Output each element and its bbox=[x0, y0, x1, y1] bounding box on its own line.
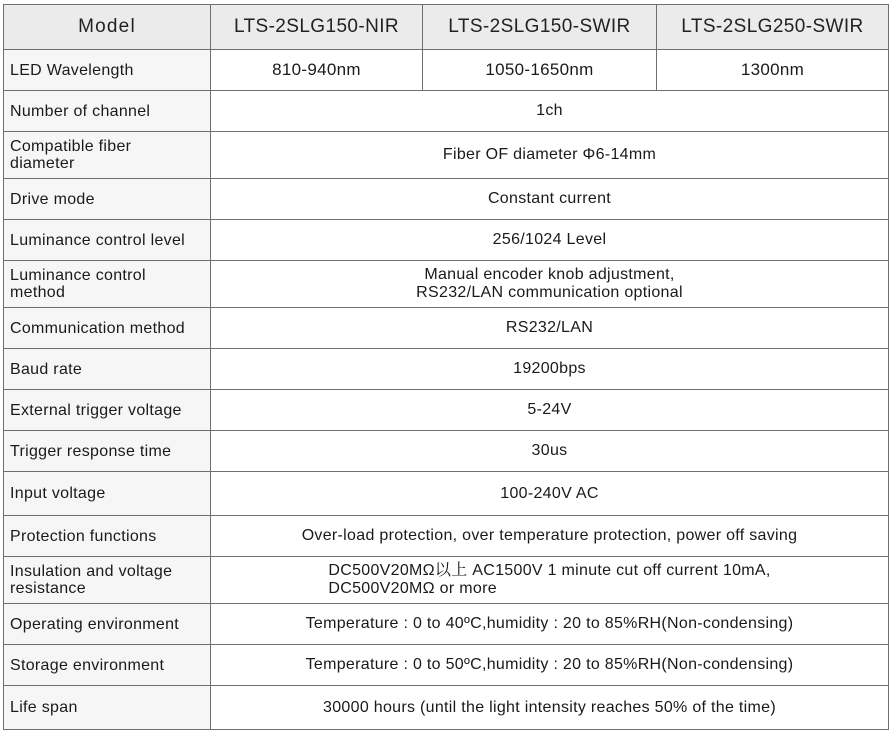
row-value: Constant current bbox=[211, 179, 889, 220]
row-trigger-response-time bbox=[4, 431, 889, 472]
row-life-span bbox=[4, 686, 889, 730]
row-label bbox=[4, 261, 211, 308]
row-label bbox=[4, 557, 211, 604]
row-value: 5-24V bbox=[211, 390, 889, 431]
row-label: Trigger response time bbox=[4, 431, 211, 472]
row-value: Temperature : 0 to 50ºC,humidity : 20 to 85%RH(Non-condensing) bbox=[211, 645, 889, 686]
value-line: DC500V20MΩ以上 AC1500V 1 minute cut off current 10mA, bbox=[328, 562, 771, 579]
row-label: Input voltage bbox=[4, 472, 211, 516]
value-line: DC500V20MΩ or more bbox=[328, 580, 497, 597]
model-swir-250-header: LTS-2SLG250-SWIR bbox=[657, 5, 889, 50]
row-value bbox=[211, 557, 889, 604]
wavelength-swir-150: 1050-1650nm bbox=[423, 50, 657, 91]
wavelength-nir: 810-940nm bbox=[211, 50, 423, 91]
label-line: method bbox=[10, 284, 66, 301]
row-number-of-channel bbox=[4, 91, 889, 132]
row-value: 1ch bbox=[211, 91, 889, 132]
row-label: Protection functions bbox=[4, 516, 211, 557]
model-header: Model bbox=[4, 5, 211, 50]
row-operating-environment bbox=[4, 604, 889, 645]
label-line: Insulation and voltage bbox=[10, 563, 173, 580]
row-drive-mode bbox=[4, 179, 889, 220]
row-value: 30000 hours (until the light intensity reaches 50% of the time) bbox=[211, 686, 889, 730]
row-label: Luminance control level bbox=[4, 220, 211, 261]
row-storage-environment bbox=[4, 645, 889, 686]
label-line: Luminance control bbox=[10, 267, 146, 284]
header-row bbox=[4, 5, 889, 50]
row-value: Over-load protection, over temperature protection, power off saving bbox=[211, 516, 889, 557]
label-line: diameter bbox=[10, 155, 75, 172]
value-line: RS232/LAN communication optional bbox=[416, 284, 683, 301]
row-value: 30us bbox=[211, 431, 889, 472]
wavelength-swir-250: 1300nm bbox=[657, 50, 889, 91]
row-protection-functions bbox=[4, 516, 889, 557]
row-led-wavelength bbox=[4, 50, 889, 91]
row-label: External trigger voltage bbox=[4, 390, 211, 431]
row-luminance-control-method bbox=[4, 261, 889, 308]
row-label: LED Wavelength bbox=[4, 50, 211, 91]
row-label bbox=[4, 132, 211, 179]
row-value: 256/1024 Level bbox=[211, 220, 889, 261]
row-value: 19200bps bbox=[211, 349, 889, 390]
row-label: Number of channel bbox=[4, 91, 211, 132]
row-communication-method bbox=[4, 308, 889, 349]
row-value: RS232/LAN bbox=[211, 308, 889, 349]
spec-table bbox=[3, 4, 889, 730]
row-label: Storage environment bbox=[4, 645, 211, 686]
row-baud-rate bbox=[4, 349, 889, 390]
value-line: Manual encoder knob adjustment, bbox=[424, 266, 675, 283]
row-luminance-control-level bbox=[4, 220, 889, 261]
row-label: Communication method bbox=[4, 308, 211, 349]
row-external-trigger-voltage bbox=[4, 390, 889, 431]
row-label: Life span bbox=[4, 686, 211, 730]
row-label: Baud rate bbox=[4, 349, 211, 390]
row-label: Operating environment bbox=[4, 604, 211, 645]
row-compatible-fiber-diameter bbox=[4, 132, 889, 179]
row-value bbox=[211, 261, 889, 308]
row-value: Temperature : 0 to 40ºC,humidity : 20 to 85%RH(Non-condensing) bbox=[211, 604, 889, 645]
row-input-voltage bbox=[4, 472, 889, 516]
model-nir-header: LTS-2SLG150-NIR bbox=[211, 5, 423, 50]
label-line: Compatible fiber bbox=[10, 138, 132, 155]
model-swir-150-header: LTS-2SLG150-SWIR bbox=[423, 5, 657, 50]
label-line: resistance bbox=[10, 580, 86, 597]
row-value: Fiber OF diameter Φ6-14mm bbox=[211, 132, 889, 179]
row-label: Drive mode bbox=[4, 179, 211, 220]
row-insulation-voltage-resistance bbox=[4, 557, 889, 604]
row-value: 100-240V AC bbox=[211, 472, 889, 516]
